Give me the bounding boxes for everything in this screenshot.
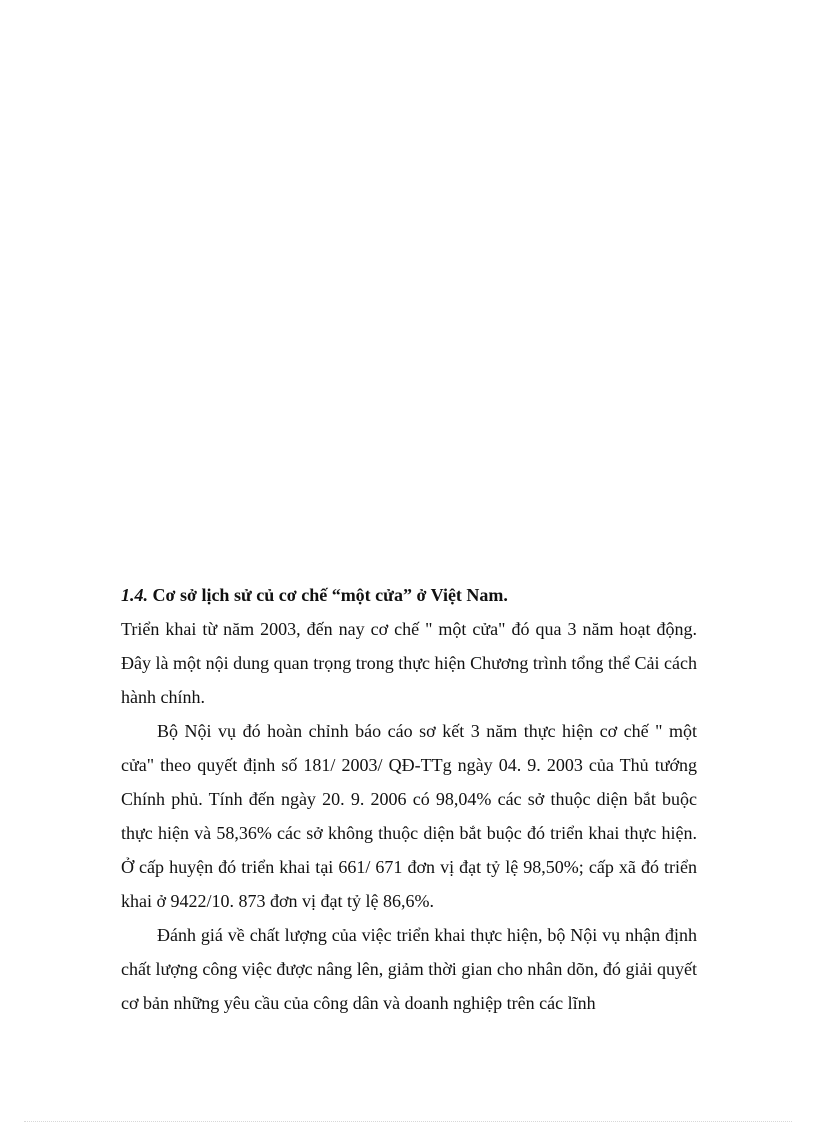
paragraph-3: Đánh giá về chất lượng của việc triển khai thực hiện, bộ Nội vụ nhận định chất lượng công việc được nâng lên, giảm thời gian cho nhân dõn, đó giải quyết cơ bản những yêu cầu của công dân và doanh nghiệp trên các lĩnh [121, 925, 697, 1013]
paragraph-2: Bộ Nội vụ đó hoàn chỉnh báo cáo sơ kết 3 năm thực hiện cơ chế " một cửa" theo quyết định số 181/ 2003/ QĐ-TTg ngày 04. 9. 2003 của Thủ tướng Chính phủ. Tính đến ngày 20. 9. 2006 có 98,04% các sở thuộc diện bắt buộc thực hiện và 58,36% các sở không thuộc diện bắt buộc đó triển khai thực hiện. Ở cấp huyện đó triển khai tại 661/ 671 đơn vị đạt tỷ lệ 98,50%; cấp xã đó triển khai ở 9422/10. 873 đơn vị đạt tỷ lệ 86,6%. [121, 721, 697, 911]
section-heading [121, 578, 697, 612]
section-number: 1.4. [121, 585, 148, 605]
page-bottom-rule [24, 1121, 792, 1122]
page-content [121, 578, 697, 1020]
paragraph-1: Triển khai từ năm 2003, đến nay cơ chế " một cửa" đó qua 3 năm hoạt động. Đây là một nội dung quan trọng trong thực hiện Chương trình tổng thể Cải cách hành chính. [121, 619, 697, 707]
section-title: Cơ sở lịch sử củ cơ chế “một cửa” ở Việt Nam. [148, 585, 508, 605]
